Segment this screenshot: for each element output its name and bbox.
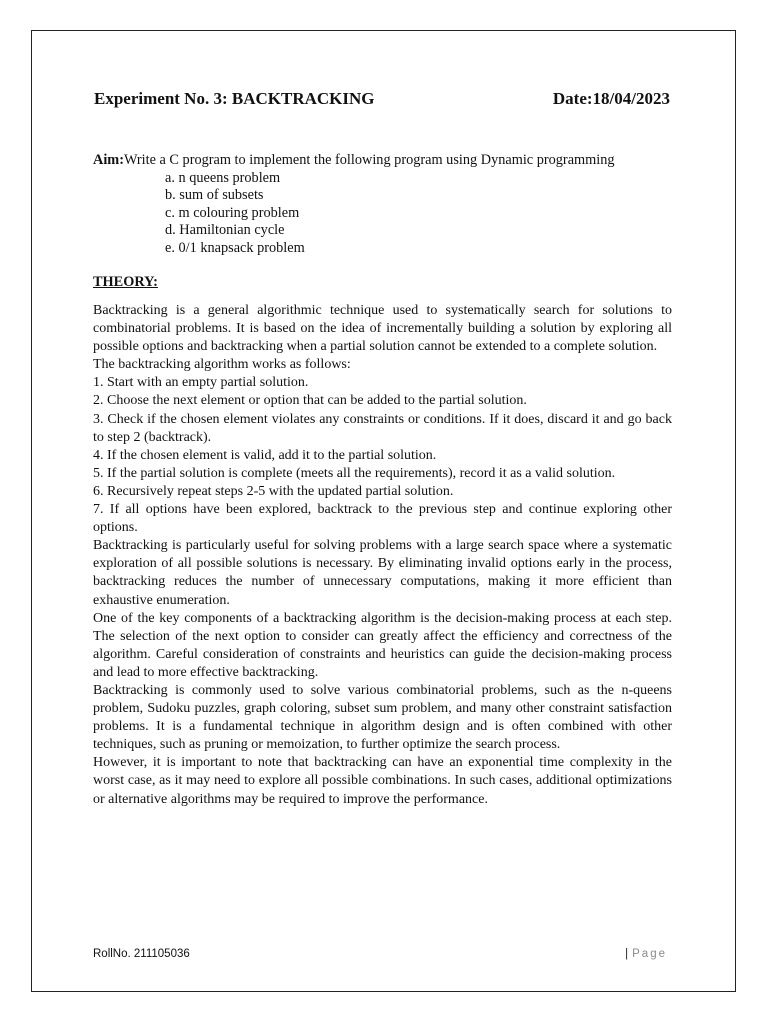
- page-label: [625, 948, 667, 960]
- aim-item: a. n queens problem: [165, 169, 281, 186]
- aim-item: d. Hamiltonian cycle: [165, 222, 285, 238]
- theory-paragraph: Backtracking is commonly used to solve various combinatorial problems, such as the n-queens problem, Sudoku puzzles, graph coloring, subset sum problem, and many other constraint satisfaction problems. It is a fundamental technique in algorithm design and is often combined with other techniques, such as pruning or memoization, to further optimize the search process.: [93, 682, 672, 753]
- aim-label: Aim:: [93, 152, 124, 168]
- theory-step: 4. If the chosen element is valid, add it to the partial solution.: [93, 447, 437, 463]
- theory-step: 3. Check if the chosen element violates any constraints or conditions. If it does, discard it and go back to step 2 (backtrack).: [93, 411, 672, 445]
- aim-item: c. m colouring problem: [165, 204, 300, 221]
- theory-step: 7. If all options have been explored, backtrack to the previous step and continue exploring other options.: [93, 502, 672, 536]
- theory-step: 6. Recursively repeat steps 2-5 with the updated partial solution.: [93, 483, 454, 499]
- page-text: Page: [632, 948, 667, 960]
- aim-section: [93, 152, 693, 257]
- experiment-date: Date:18/04/2023: [552, 89, 670, 108]
- theory-step: 5. If the partial solution is complete (meets all the requirements), record it as a valid solution.: [93, 465, 616, 481]
- aim-text: Write a C program to implement the following program using Dynamic programming: [123, 152, 615, 168]
- aim-item: b. sum of subsets: [165, 187, 264, 203]
- theory-paragraph: One of the key components of a backtracking algorithm is the decision-making process at each step. The selection of the next option to consider can greatly affect the efficiency and correctness of the algorithm. Careful consideration of constraints and heuristics can guide the decision-making process and lead to more effective backtracking.: [93, 610, 672, 680]
- aim-list: [93, 170, 693, 258]
- footer-separator: |: [625, 948, 629, 960]
- page-footer: [93, 948, 667, 964]
- theory-paragraph: The backtracking algorithm works as follows:: [93, 357, 351, 373]
- document-header: [94, 89, 670, 113]
- theory-paragraph: Backtracking is a general algorithmic technique used to systematically search for solutions to combinatorial problems. It is based on the idea of incrementally building a solution by exploring all possible options and backtracking when a partial solution cannot be extended to a complete solution.: [93, 303, 672, 355]
- theory-step: 2. Choose the next element or option that can be added to the partial solution.: [93, 393, 527, 409]
- theory-paragraph: However, it is important to note that backtracking can have an exponential time complexity in the worst case, as it may need to explore all possible combinations. In such cases, additional optimizations or alternative algorithms may be required to improve the performance.: [93, 755, 672, 807]
- experiment-title: Experiment No. 3: BACKTRACKING: [94, 89, 375, 108]
- theory-heading: THEORY:: [93, 274, 158, 290]
- theory-body: [93, 302, 672, 809]
- theory-step: 1. Start with an empty partial solution.: [93, 375, 309, 391]
- roll-number: RollNo. 211105036: [93, 948, 190, 960]
- aim-line: [93, 152, 693, 170]
- theory-paragraph: Backtracking is particularly useful for solving problems with a large search space where a systematic exploration of all possible solutions is necessary. By eliminating invalid options early in the process, backtracking reduces the number of unnecessary computations, making it more efficient than exhaustive enumeration.: [93, 538, 672, 608]
- aim-item: e. 0/1 knapsack problem: [165, 239, 305, 256]
